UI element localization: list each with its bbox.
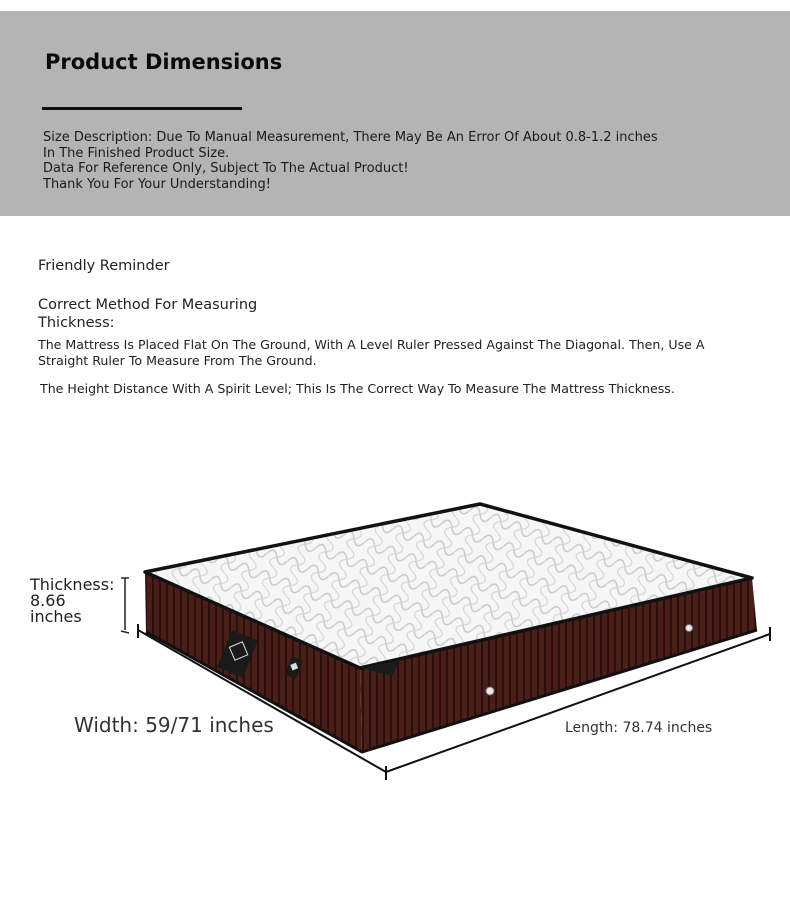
instruction-line: The Mattress Is Placed Flat On The Ground, With A Level Ruler Pressed Against The Diagonal. Then, Use A (38, 337, 705, 352)
page-title: Product Dimensions (45, 50, 283, 74)
thickness-label (30, 577, 130, 625)
friendly-reminder-heading: Friendly Reminder (38, 258, 170, 274)
method-line: Correct Method For Measuring (38, 297, 258, 313)
size-description (43, 130, 663, 192)
description-line: Thank You For Your Understanding! (43, 176, 271, 192)
measuring-instructions (38, 337, 738, 369)
title-underline (42, 107, 242, 110)
description-line: In The Finished Product Size. (43, 145, 230, 161)
description-line: Data For Reference Only, Subject To The Actual Product! (43, 161, 409, 177)
measuring-note: The Height Distance With A Spirit Level; This Is The Correct Way To Measure The Mattress Thickness. (40, 381, 675, 396)
length-label: Length: 78.74 inches (565, 720, 713, 736)
description-line: Size Description: Due To Manual Measurement, There May Be An Error Of About 0.8-1.2 inches (43, 130, 658, 145)
thickness-unit: inches (30, 607, 82, 626)
thickness-value: 8.66 (30, 591, 66, 610)
vent-button (686, 625, 693, 632)
mattress-illustration (0, 480, 790, 800)
width-label: Width: 59/71 inches (74, 713, 274, 737)
thickness-label-line: Thickness: (30, 575, 115, 594)
method-line: Thickness: (38, 315, 115, 331)
measuring-method-heading (38, 296, 298, 332)
vent-button (486, 687, 494, 695)
instruction-line: Straight Ruler To Measure From The Ground. (38, 353, 317, 368)
thickness-ruler-cap (121, 631, 129, 633)
